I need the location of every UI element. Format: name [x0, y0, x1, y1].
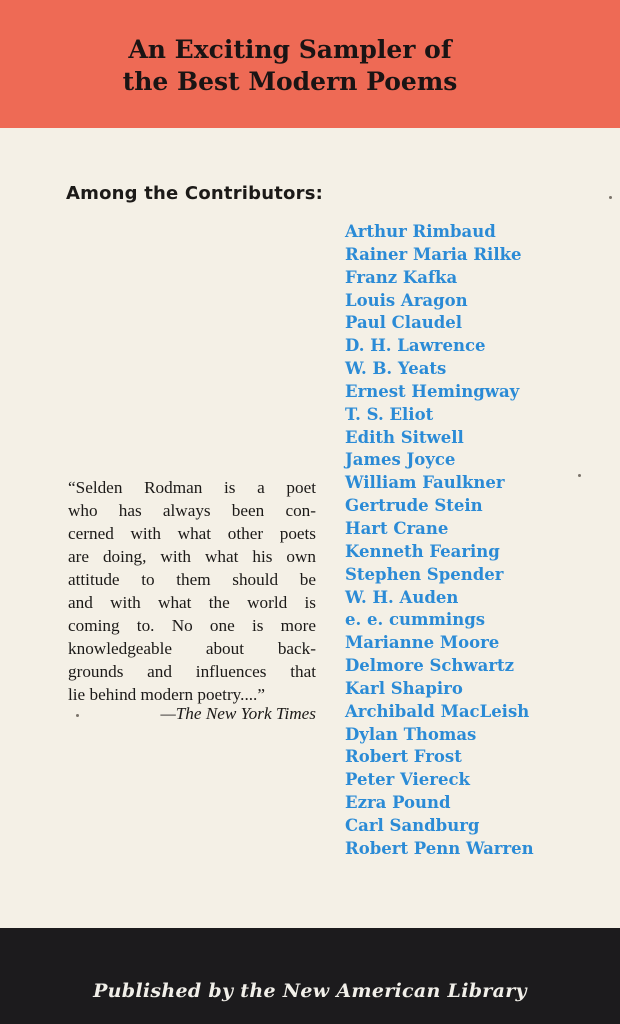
publisher-line: Published by the New American Library — [93, 980, 527, 1002]
contributor-name: Kenneth Fearing — [345, 541, 500, 561]
quote-line: lie behind modern poetry....” — [68, 685, 265, 704]
paper-speck — [578, 474, 581, 477]
contributor-name: Robert Penn Warren — [345, 838, 534, 858]
review-quote — [68, 476, 316, 706]
paper-speck — [76, 714, 79, 717]
contributor-name: Delmore Schwartz — [345, 656, 515, 676]
quote-line: cerned with what other poets — [68, 524, 316, 543]
contributor-name: Louis Aragon — [345, 290, 468, 310]
quote-attribution: —The New York Times — [160, 704, 316, 723]
quote-line: knowledgeable about back- — [68, 639, 316, 658]
contributors-heading: Among the Contributors: — [66, 183, 324, 204]
contributor-name: W. H. Auden — [345, 587, 459, 607]
contributor-name: James Joyce — [345, 450, 456, 470]
paper-speck — [609, 196, 612, 199]
contributor-name: Franz Kafka — [345, 267, 458, 287]
contributor-name: Robert Frost — [345, 747, 462, 767]
contributors-list — [345, 221, 534, 861]
quote-line: grounds and influences that — [68, 662, 316, 681]
contributor-name: Stephen Spender — [345, 564, 504, 584]
quote-line: and with what the world is — [68, 593, 316, 612]
contributor-name: Archibald MacLeish — [345, 701, 530, 721]
quote-line: who has always been con- — [68, 501, 316, 520]
quote-line: “Selden Rodman is a poet — [68, 478, 316, 497]
contributor-name: Karl Shapiro — [345, 678, 463, 698]
contributor-name: Ernest Hemingway — [345, 381, 520, 401]
contributor-name: Gertrude Stein — [345, 496, 483, 516]
contributor-name: Paul Claudel — [345, 313, 463, 333]
contributor-name: Ezra Pound — [345, 793, 451, 813]
contributor-name: Arthur Rimbaud — [345, 222, 496, 241]
headline-line: the Best Modern Poems — [122, 67, 458, 96]
headline — [0, 34, 580, 98]
quote-line: are doing, with what his own — [68, 547, 316, 566]
contributor-name: William Faulkner — [345, 473, 505, 493]
contributor-name: Rainer Maria Rilke — [345, 244, 522, 264]
contributor-name: Marianne Moore — [345, 633, 500, 653]
bottom-color-band — [0, 928, 620, 1024]
contributor-name: e. e. cummings — [345, 610, 486, 630]
contributor-name: Carl Sandburg — [345, 815, 480, 835]
contributor-name: D. H. Lawrence — [345, 336, 486, 356]
contributor-name: Dylan Thomas — [345, 724, 477, 744]
contributor-name: T. S. Eliot — [345, 404, 434, 424]
contributor-name: Hart Crane — [345, 518, 449, 538]
contributor-name: Peter Viereck — [345, 770, 470, 790]
headline-line: An Exciting Sampler of — [128, 35, 452, 64]
quote-line: coming to. No one is more — [68, 616, 316, 635]
contributor-name: W. B. Yeats — [345, 359, 447, 379]
quote-line: attitude to them should be — [68, 570, 316, 589]
contributor-name: Edith Sitwell — [345, 427, 464, 447]
